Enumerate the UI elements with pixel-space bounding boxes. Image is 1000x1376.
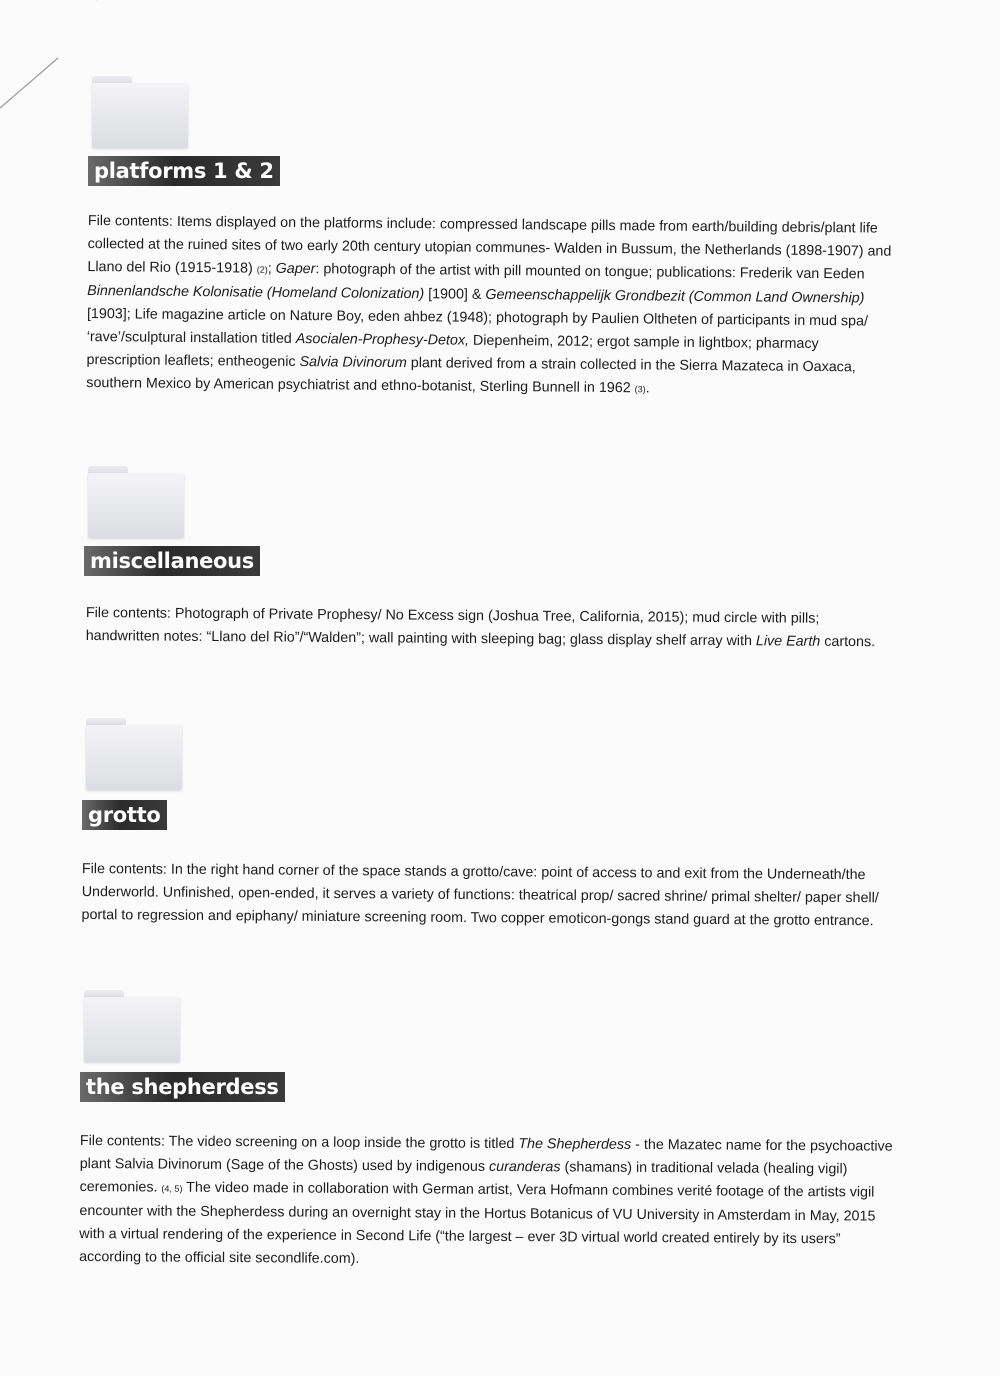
file-contents-shepherdess: File contents: The video screening on a loop inside the grotto is titled The Shepherdess - the Mazatec name for the psychoactive plant Salvia Divinorum (Sage of the Ghosts) used by indigenous curanderas (shamans) in traditional velada (healing vigil) ceremonies. (4, 5) The video made in collaboration with German artist, Vera Hofmann combines verité footage of the artists vigil encounter with the Shepherdess during an overnight stay in the Hortus Botanicus of VU University in Amsterdam in May, 2015 with a virtual rendering of the experience in Second Life (“the largest – ever 3D virtual world created entirely by its users” according to the official site secondlife.com). — [79, 1132, 893, 1267]
folder-icon[interactable] — [92, 76, 188, 148]
folder-icon[interactable] — [84, 990, 180, 1062]
file-contents-platforms: File contents: Items displayed on the platforms include: compressed landscape pills made from earth/building debris/plant life collected at the ruined sites of two early 20th century utopian communes- Walden in Bussum, the Netherlands (1898-1907) and Llano del Rio (1915-1918) (2); Gaper: photograph of the artist with pill mounted on tongue; publications: Frederik van Eeden Binnenlandsche Kolonisatie (Homeland Colonization) [1900] & Gemeenschappelijk Grondbezit (Common Land Ownership)[1903]; Life magazine article on Nature Boy, eden ahbez (1948); photograph by Paulien Oltheten of participants in mud spa/ ‘rave’/sculptural installation titled Asocialen-Prophesy-Detox, Diepenheim, 2012; ergot sample in lightbox; pharmacy prescription leaflets; entheogenic Salvia Divinorum plant derived from a strain collected in the Sierra Mazateca in Oaxaca, southern Mexico by American psychiatrist and ethno-botanist, Sterling Bunnell in 1962 (3). — [86, 212, 892, 397]
file-contents-miscellaneous: File contents: Photograph of Private Prophesy/ No Excess sign (Joshua Tree, California, 2015); mud circle with pills; handwritten notes: “Llano del Rio”/“Walden”; wall painting with sleeping bag; glass display shelf array with Live Earth cartons. — [85, 604, 876, 651]
folder-icon[interactable] — [86, 718, 182, 790]
folder-label-shepherdess[interactable]: the shepherdess — [80, 1072, 285, 1102]
folder-label-platforms[interactable]: platforms 1 & 2 — [88, 156, 280, 186]
folder-label-miscellaneous[interactable]: miscellaneous — [84, 546, 260, 576]
folder-label-grotto[interactable]: grotto — [82, 800, 167, 830]
folder-icon[interactable] — [88, 466, 184, 538]
file-contents-grotto: File contents: In the right hand corner of the space stands a grotto/cave: point of access to and exit from the Underneath/the Underworld. Unfinished, open-ended, it serves a variety of functions: theatrical prop/ sacred shrine/ primal shelter/ paper shell/ portal to regression and epiphany/ miniature screening room. Two copper emoticon-gongs stand guard at the grotto entrance. — [81, 860, 879, 930]
